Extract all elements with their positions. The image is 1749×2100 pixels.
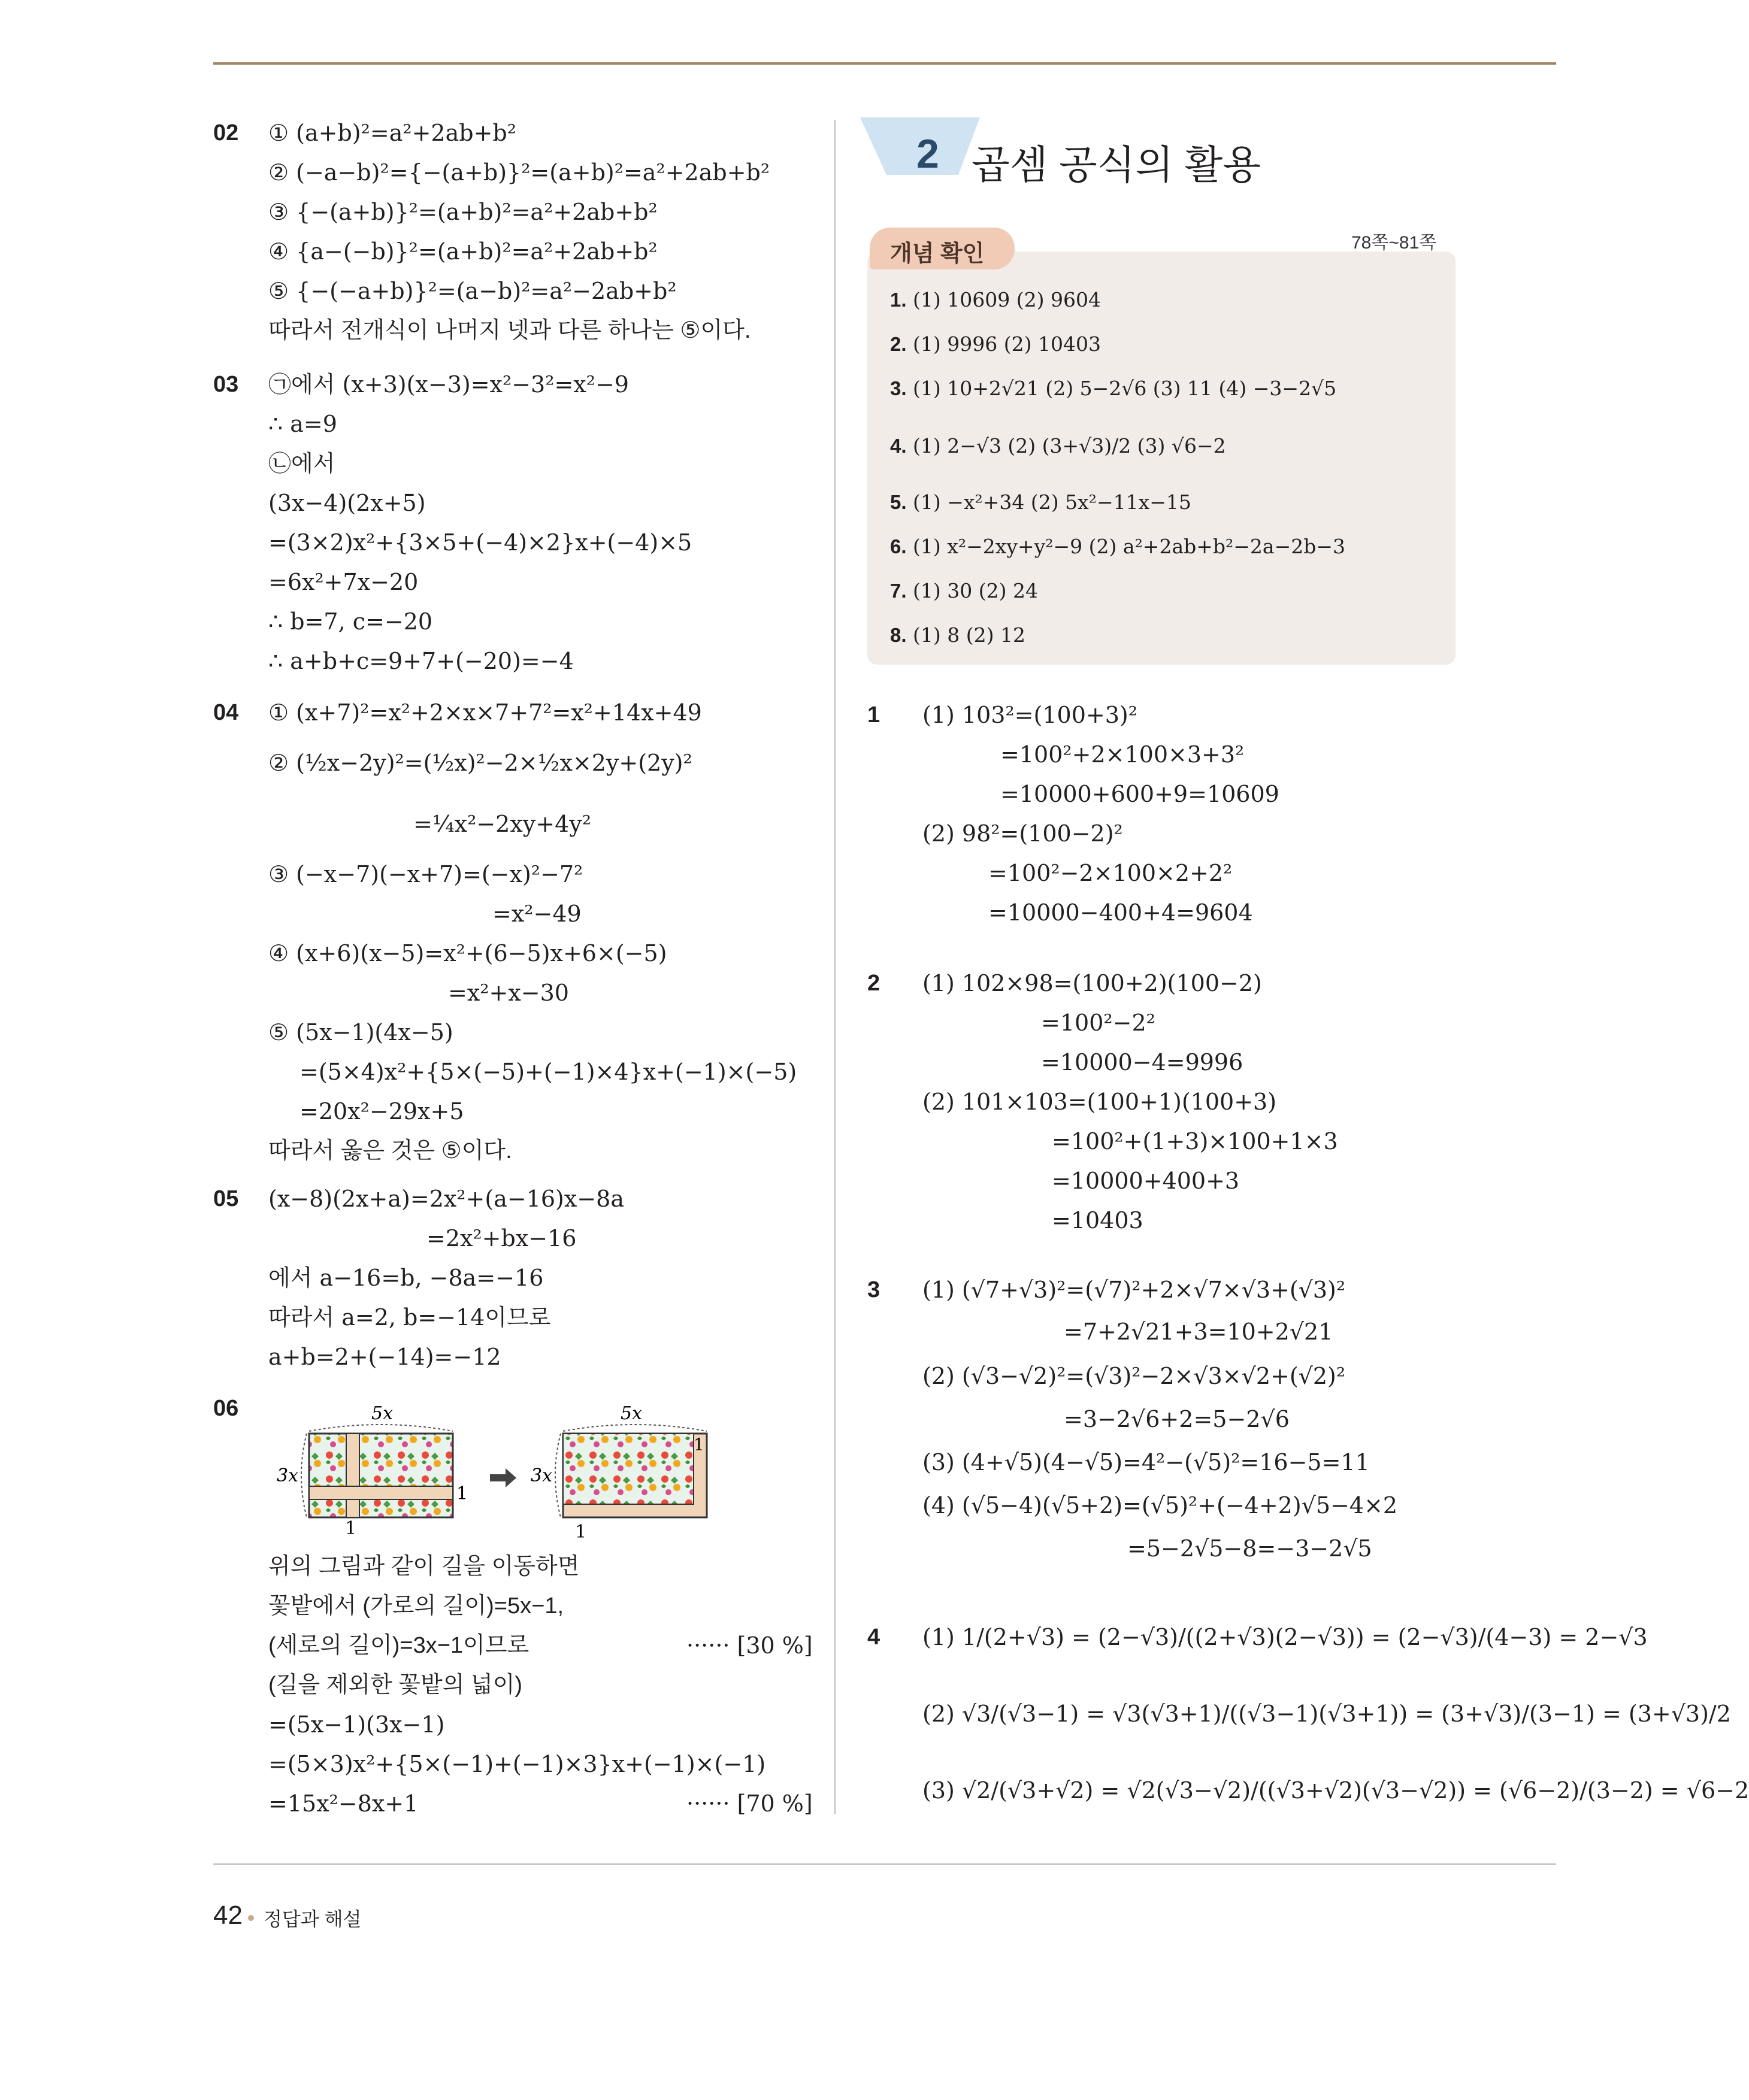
solution-line: ③ {−(a+b)}²=(a+b)²=a²+2ab+b² [268, 199, 658, 225]
solution-line: ㉡에서 [268, 450, 335, 477]
solution-line: =2x²+bx−16 [426, 1225, 577, 1251]
concept-answer [890, 331, 1101, 358]
solution-line: ② (−a−b)²={−(a+b)}²=(a+b)²=a²+2ab+b² [268, 159, 770, 186]
top-rule [213, 62, 1556, 65]
label-width-right: 5x [621, 1403, 643, 1424]
concept-check-label: 개념 확인 [890, 241, 985, 266]
solution-line: (2) 101×103=(100+1)(100+3) [922, 1089, 1277, 1115]
section-number: 2 [916, 131, 939, 177]
solution-line: 따라서 옳은 것은 ⑤이다. [268, 1138, 512, 1163]
solution-line: =100²+(1+3)×100+1×3 [1052, 1128, 1338, 1154]
problem-number: 02 [213, 120, 239, 146]
solution-line: 에서 a−16=b, −8a=−16 [268, 1265, 544, 1291]
concept-answer-number: 2. [890, 333, 907, 355]
solution-line: =10000+600+9=10609 [1000, 781, 1279, 807]
solution-line: =100²−2×100×2+2² [988, 860, 1233, 886]
concept-answer [890, 577, 1038, 605]
label-road-bottom-right: 1 [575, 1522, 587, 1543]
problem-number: 4 [867, 1625, 880, 1650]
solution-line: a+b=2+(−14)=−12 [268, 1344, 501, 1370]
label-road-right: 1 [456, 1483, 468, 1504]
solution-line: =100²−2² [1041, 1010, 1155, 1036]
score-label: ······ [30 %] [686, 1632, 813, 1659]
solution-line: =20x²−29x+5 [299, 1098, 464, 1125]
solution-line: ∴ a=9 [268, 411, 337, 437]
concept-answer-text: (1) 10609 (2) 9604 [913, 288, 1101, 311]
solution-line: ∴ b=7, c=−20 [268, 608, 433, 635]
solution-line: (길을 제외한 꽃밭의 넓이) [268, 1672, 523, 1698]
concept-answer [890, 286, 1101, 314]
concept-answer-text: (1) 2−√3 (2) (3+√3)/2 (3) √6−2 [913, 434, 1226, 457]
concept-answer [890, 432, 1226, 460]
problem-number: 3 [867, 1277, 880, 1302]
concept-check-tab [870, 228, 1015, 269]
solution-line: (4) (√5−4)(√5+2)=(√5)²+(−4+2)√5−4×2 [922, 1492, 1398, 1519]
concept-answer-text: (1) 9996 (2) 10403 [913, 332, 1101, 356]
label-width-left: 5x [371, 1403, 394, 1424]
solution-line: (2) (√3−√2)²=(√3)²−2×√3×√2+(√2)² [922, 1363, 1346, 1389]
solution-line: (세로의 길이)=3x−1이므로 [268, 1633, 529, 1658]
concept-answer-text: (1) −x²+34 (2) 5x²−11x−15 [913, 490, 1191, 514]
concept-answer-number: 4. [890, 435, 907, 457]
solution-line: ⑤ (5x−1)(4x−5) [268, 1019, 453, 1046]
solution-line: ㉠에서 (x+3)(x−3)=x²−3²=x²−9 [268, 371, 629, 398]
solution-line: =(3×2)x²+{3×5+(−4)×2}x+(−4)×5 [268, 529, 692, 556]
solution-line: =(5×3)x²+{5×(−1)+(−1)×3}x+(−1)×(−1) [268, 1751, 766, 1777]
solution-line: (2) 98²=(100−2)² [922, 820, 1123, 847]
concept-answer-number: 6. [890, 535, 907, 557]
width-dimension-right [563, 1425, 707, 1431]
solution-line: =10000−400+4=9604 [988, 899, 1253, 926]
solution-line: =x²+x−30 [448, 980, 569, 1006]
label-road-top-right: 1 [694, 1435, 704, 1454]
concept-answer-number: 8. [890, 624, 907, 646]
solution-line: =5−2√5−8=−3−2√5 [1127, 1535, 1372, 1562]
solution-line: 꽃밭에서 (가로의 길이)=5x−1, [268, 1593, 564, 1619]
concept-answer-text: (1) 30 (2) 24 [913, 579, 1038, 602]
solution-line: =7+2√21+3=10+2√21 [1064, 1319, 1333, 1345]
concept-answer-number: 5. [890, 491, 907, 513]
solution-line: (1) 102×98=(100+2)(100−2) [922, 970, 1262, 996]
concept-answer [890, 375, 1336, 402]
solution-line: =10403 [1052, 1207, 1143, 1234]
problem-number: 05 [213, 1186, 239, 1211]
solution-line: ④ {a−(−b)}²=(a+b)²=a²+2ab+b² [268, 238, 658, 265]
score-label: ······ [70 %] [686, 1790, 813, 1817]
column-divider [834, 120, 836, 1814]
solution-line: (1) 103²=(100+3)² [922, 702, 1137, 728]
solution-line: 따라서 a=2, b=−14이므로 [268, 1304, 551, 1331]
garden-figure [276, 1401, 707, 1545]
arrow-icon [490, 1468, 516, 1487]
solution-line: ④ (x+6)(x−5)=x²+(6−5)x+6×(−5) [268, 940, 667, 966]
concept-answer-text: (1) x²−2xy+y²−9 (2) a²+2ab+b²−2a−2b−3 [913, 535, 1345, 558]
solution-line: (1) (√7+√3)²=(√7)²+2×√7×√3+(√3)² [922, 1277, 1346, 1303]
problem-number: 1 [867, 702, 880, 728]
concept-answer-number: 3. [890, 377, 907, 399]
label-height-left: 3x [277, 1465, 299, 1486]
solution-line: (x−8)(2x+a)=2x²+(a−16)x−8a [268, 1186, 624, 1212]
solution-line: =10000+400+3 [1052, 1168, 1240, 1194]
solution-line: (1) 1/(2+√3) = (2−√3)/((2+√3)(2−√3)) = (2−√3)/(4−3) = 2−√3 [922, 1624, 1648, 1650]
problem-number: 04 [213, 700, 239, 725]
solution-line: ② (½x−2y)²=(½x)²−2×½x×2y+(2y)² [268, 750, 692, 776]
height-dimension-left [301, 1434, 307, 1517]
concept-answer [890, 489, 1191, 516]
solution-line: ⑤ {−(−a+b)}²=(a−b)²=a²−2ab+b² [268, 278, 677, 304]
solution-line: =15x²−8x+1 [268, 1790, 419, 1817]
solution-line: =x²−49 [492, 901, 582, 927]
solution-line: =3−2√6+2=5−2√6 [1064, 1406, 1290, 1432]
problem-number: 2 [867, 971, 880, 996]
solution-line: ∴ a+b+c=9+7+(−20)=−4 [268, 648, 574, 674]
road-horizontal [309, 1486, 453, 1499]
solution-line: ① (a+b)²=a²+2ab+b² [268, 120, 516, 146]
bottom-rule [213, 1863, 1556, 1865]
label-road-bottom: 1 [345, 1518, 357, 1539]
concept-answer [890, 622, 1025, 649]
solution-line: =10000−4=9996 [1041, 1049, 1243, 1075]
solution-line: 따라서 전개식이 나머지 넷과 다른 하나는 ⑤이다. [268, 318, 751, 343]
page-reference: 78쪽~81쪽 [1351, 233, 1437, 253]
solution-line: =(5x−1)(3x−1) [268, 1711, 445, 1738]
solution-line: =¼x²−2xy+4y² [413, 811, 591, 837]
footer-dot [248, 1915, 254, 1921]
concept-answer-number: 7. [890, 580, 907, 602]
road-vertical [346, 1434, 359, 1517]
solution-line: =(5×4)x²+{5×(−5)+(−1)×4}x+(−1)×(−5) [299, 1059, 797, 1085]
problem-number: 03 [213, 372, 239, 397]
width-dimension-left [309, 1425, 453, 1431]
solution-line: =6x²+7x−20 [268, 569, 419, 595]
concept-answer-text: (1) 10+2√21 (2) 5−2√6 (3) 11 (4) −3−2√5 [913, 377, 1337, 400]
label-height-right: 3x [531, 1465, 553, 1486]
garden-right [563, 1434, 694, 1504]
problem-number: 06 [213, 1396, 239, 1421]
page-number: 42 [213, 1901, 243, 1930]
solution-line: (2) √3/(√3−1) = √3(√3+1)/((√3−1)(√3+1)) = (3+√3)/(3−1) = (3+√3)/2 [922, 1701, 1731, 1727]
height-dimension-right [555, 1434, 561, 1517]
footer-label: 정답과 해설 [264, 1908, 362, 1930]
section-title: 곱셈 공식의 활용 [972, 143, 1261, 187]
solution-line: ③ (−x−7)(−x+7)=(−x)²−7² [268, 861, 583, 887]
concept-answer-number: 1. [890, 289, 907, 311]
garden-left [309, 1434, 453, 1517]
solution-line: (3) √2/(√3+√2) = √2(√3−√2)/((√3+√2)(√3−√2)) = (√6−2)/(3−2) = √6−2 [922, 1777, 1749, 1804]
solution-line: (3x−4)(2x+5) [268, 490, 426, 516]
solution-line: (3) (4+√5)(4−√5)=4²−(√5)²=16−5=11 [922, 1449, 1370, 1475]
solution-line: =100²+2×100×3+3² [1000, 741, 1245, 768]
solution-line: 위의 그림과 같이 길을 이동하면 [268, 1554, 580, 1579]
concept-answer-text: (1) 8 (2) 12 [913, 623, 1025, 647]
concept-answer [890, 533, 1345, 560]
solution-line: ① (x+7)²=x²+2×x×7+7²=x²+14x+49 [268, 699, 702, 726]
